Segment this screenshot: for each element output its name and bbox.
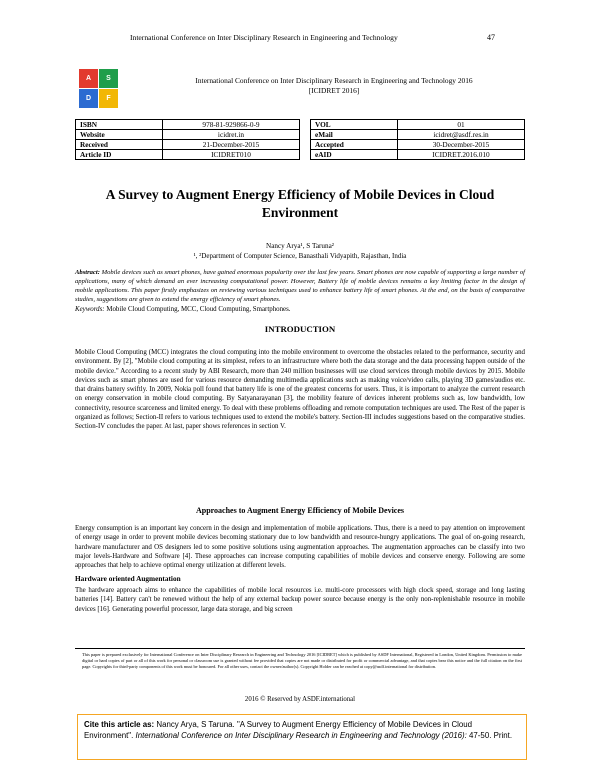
- reserved-notice: 2016 © Reserved by ASDF.international: [244, 696, 356, 703]
- conference-title: [144, 76, 524, 96]
- info-key: Website: [76, 130, 163, 140]
- info-value: ICIDRET010: [163, 150, 300, 160]
- cite-title: "A Survey to Augment Energy Efficiency of Mobile Devices in Cloud Environment".: [84, 720, 473, 740]
- info-key: Article ID: [76, 150, 163, 160]
- subsection-heading: Hardware oriented Augmentation: [75, 574, 181, 583]
- info-value: 01: [398, 120, 525, 130]
- cite-label: Cite this article as:: [84, 720, 155, 729]
- section-text: Energy consumption is an important key concern in the design and implementation of mobile applications. Thus, there is a need to pay attention on improvement of energy usage in order to prevent mobile devices becoming stationary due to low bandwidth and resource-hungry applications. The goal of on-going research, hardware manufacturer and OS designers led to some positive solutions using augmentation approaches. The augmentation approaches can be classify into two major levels-Hardware and Software [4]. These approaches can increase computing capabilities of mobile devices and conserve energy. Following are some approaches that help to achieve optimal energy utilization at different levels.: [75, 525, 525, 570]
- keywords-label: Keywords:: [75, 306, 105, 313]
- info-value: 30-December-2015: [398, 140, 525, 150]
- logo-letter-f: F: [99, 89, 118, 108]
- info-row-eaid: [311, 150, 525, 160]
- info-key: eAID: [311, 150, 398, 160]
- info-key: VOL: [311, 120, 398, 130]
- info-row-vol: [311, 120, 525, 130]
- info-row-email: [311, 130, 525, 140]
- footnote-divider: [75, 648, 525, 649]
- copyright-footnote: This paper is prepared exclusively for International Conference on Inter Disciplinary Research in Engineering and Technology 2016 [ICIDRET] which is published by ASDF International, Registered in London, United Kingdom. Permission to make digital or hard copies of part or all of this work for personal or classroom use is granted without fee provided that copies are not made or distributed for profit or commercial advantage, and that copies bear this notice and the full citation on the first page. Copyrights for third-party components of this work must be honoured. For all other uses, contact the owner/author(s). Copyright Holder can be reached at copy@asdf.international for distribution.: [82, 652, 522, 670]
- introduction-text: Mobile Cloud Computing (MCC) integrates the cloud computing into the mobile environment to overcome the obstacles related to the performance, security and environment. By [2], "Mobile cloud computing at its simplest, refers to an infrastructure where both the data storage and the data processing happen outside of the mobile device." According to a recent study by ABI Research, more than 240 million businesses will use cloud services through mobile devices by 2015. Mobile devices such as smart phones are used for various resource demanding multimedia applications such as making voice/video calls, playing 3D games/audios etc. that drains battery swiftly. In 2009, Nokia poll found that battery life is one of the greatest concerns for users. Thus, it is important to analyze the current research on energy conservation in mobile cloud computing. By Satyanarayanan [3], the mobility feature of devices inherent problems such as, low bandwidth, low connectivity, resource scarceness and limited energy. To deal with these problems offloading and remote computation techniques are used. The Rest of the paper is organized as follows; Section-II refers to various techniques used to extend the mobile's battery. Section-III includes suggestions based on the comparative studies. Section-IV concludes the paper. At last, paper shows references in section V.: [75, 349, 525, 431]
- subsection-text: The hardware approach aims to enhance the capabilities of mobile local resources i.e. multi-core processors with high clock speed, storage and long lasting batteries [14]. Battery can't be renewed without the help of any external backup power source because energy is the only non-replenishable resource in mobile devices [16]. Generating powerful processor, large data storage, and big screen: [75, 587, 525, 613]
- abstract-label: Abstract:: [75, 269, 100, 276]
- info-row-received: [76, 140, 300, 150]
- cite-authors: Nancy Arya, S Taruna.: [156, 720, 235, 729]
- abstract-text: Mobile devices such as smart phones, have gained enormous popularity over the last few years. Smart phones are now capable of supporting a large number of applications, many of which demand an ever increasing computational power. However, Battery life of mobile devices remains a key limiting factor in the design of mobile applications. This paper firstly emphasizes on reviewing various techniques used to enhance battery life of smart phones. At the end, on the basis of comparative studies, suggestions are given to extend the energy efficiency of smart phones.: [75, 269, 525, 303]
- authors: Nancy Arya¹, S Taruna²: [266, 242, 334, 250]
- cite-pages: 47-50. Print.: [469, 731, 513, 740]
- affiliation: ¹, ²Department of Computer Science, Banasthali Vidyapith, Rajasthan, India: [193, 252, 407, 260]
- info-row-isbn: [76, 120, 300, 130]
- introduction-heading: INTRODUCTION: [264, 324, 336, 334]
- asdf-logo: [79, 69, 118, 108]
- conference-name: International Conference on Inter Disciplinary Research in Engineering and Technology 2016: [195, 76, 473, 85]
- page-number: 47: [487, 33, 495, 42]
- info-row-accepted: [311, 140, 525, 150]
- info-value: icidret@asdf.res.in: [398, 130, 525, 140]
- info-key: ISBN: [76, 120, 163, 130]
- info-value: icidret.in: [163, 130, 300, 140]
- info-key: eMail: [311, 130, 398, 140]
- abstract: [75, 268, 525, 304]
- paper-title: A Survey to Augment Energy Efficiency of Mobile Devices in Cloud Environment: [105, 187, 495, 220]
- keywords: [75, 306, 525, 313]
- logo-letter-d: D: [79, 89, 98, 108]
- info-value: 978-81-929866-0-9: [163, 120, 300, 130]
- logo-letter-a: A: [79, 69, 98, 88]
- section-heading: Approaches to Augment Energy Efficiency of Mobile Devices: [195, 506, 405, 515]
- cite-venue: International Conference on Inter Disciplinary Research in Engineering and Technology (2016):: [135, 731, 467, 740]
- info-row-article-id: [76, 150, 300, 160]
- running-header: International Conference on Inter Disciplinary Research in Engineering and Technology: [130, 33, 398, 42]
- conference-abbrev: [ICIDRET 2016]: [308, 86, 360, 95]
- info-key: Received: [76, 140, 163, 150]
- info-key: Accepted: [311, 140, 398, 150]
- article-info-left: [75, 119, 300, 160]
- keywords-text: Mobile Cloud Computing, MCC, Cloud Computing, Smartphones.: [106, 306, 291, 313]
- logo-letter-s: S: [99, 69, 118, 88]
- info-value: ICIDRET.2016.010: [398, 150, 525, 160]
- citation-box: [77, 714, 527, 760]
- info-value: 21-December-2015: [163, 140, 300, 150]
- article-info-right: [310, 119, 525, 160]
- info-row-website: [76, 130, 300, 140]
